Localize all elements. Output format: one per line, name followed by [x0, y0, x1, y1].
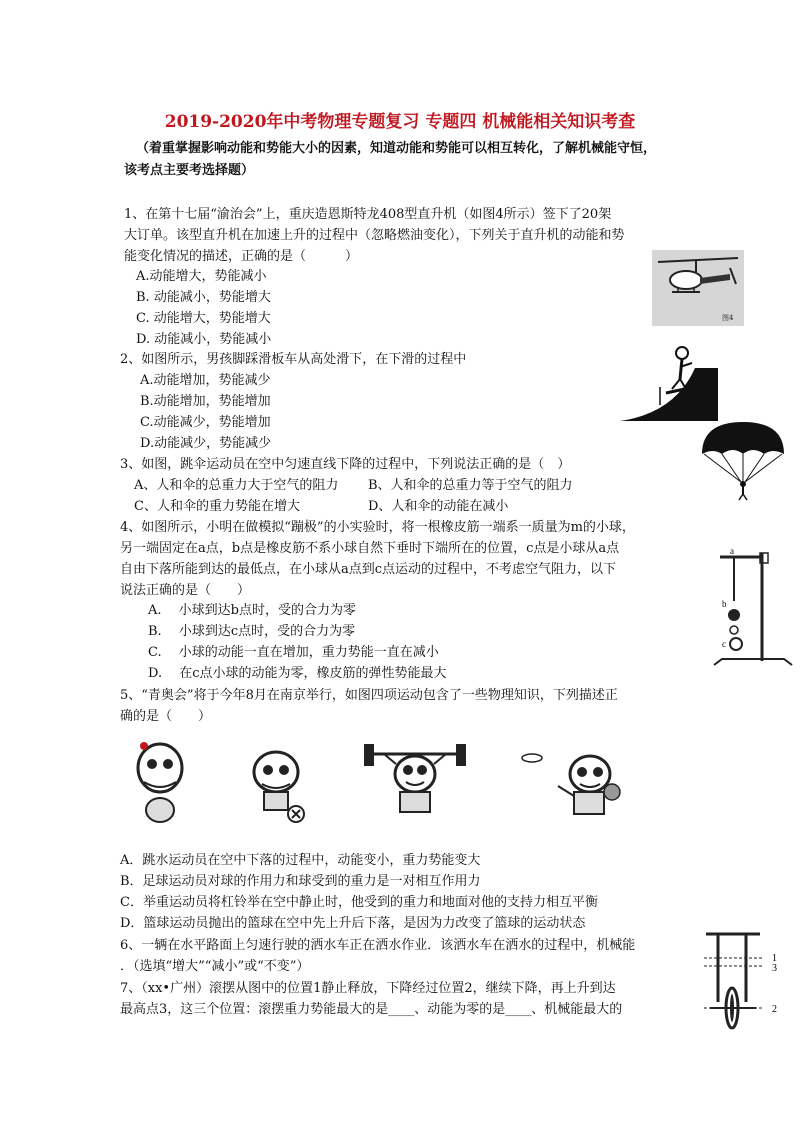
- q4-option-b: B. 小球到达c点时，受的合力为零: [148, 624, 356, 639]
- q4-stem-4: 说法正确的是（ ）: [120, 583, 251, 598]
- mascot-diving-figure: [130, 738, 190, 828]
- q4-option-d: D. 在c点小球的动能为零，橡皮筋的弹性势能最大: [148, 666, 447, 681]
- q3-option-b: B、人和伞的总重力等于空气的阻力: [368, 478, 573, 493]
- q5-option-a: A．跳水运动员在空中下落的过程中，动能变小，重力势能变大: [120, 853, 481, 868]
- bungee-apparatus-figure: [710, 543, 800, 673]
- figure-caption: 图4: [722, 314, 734, 322]
- helicopter-figure: [652, 250, 744, 326]
- q5-option-d: D．篮球运动员抛出的篮球在空中先上升后下落，是因为力改变了篮球的运动状态: [120, 916, 586, 931]
- mascot-basketball-figure: [512, 748, 622, 828]
- label-a: a: [730, 546, 734, 556]
- q4-option-c: C. 小球的动能一直在增加，重力势能一直在减小: [148, 645, 439, 660]
- q1-stem-3: 能变化情况的描述，正确的是（ ）: [124, 249, 359, 264]
- q5-option-b: B．足球运动员对球的作用力和球受到的重力是一对相互作用力: [120, 874, 481, 889]
- q2-option-a: A.动能增加，势能减少: [140, 373, 271, 388]
- parachute-figure: [698, 420, 788, 502]
- maxwell-wheel-figure: [700, 926, 790, 1052]
- q2-option-d: D.动能减少，势能减少: [140, 436, 272, 451]
- q1-option-b: B. 动能减小，势能增大: [136, 290, 271, 305]
- q1-stem-1: 1、在第十七届“渝治会”上，重庆造恩斯特龙408型直升机（如图4所示）签下了20架: [124, 207, 612, 222]
- q6-line-1: 6、一辆在水平路面上匀速行驶的洒水车正在洒水作业．该洒水车在洒水的过程中，机械能: [120, 938, 636, 953]
- skateboard-ramp-figure: [620, 343, 720, 423]
- q4-stem-3: 自由下落所能到达的最低点，在小球从a点到c点运动的过程中，不考虑空气阻力，以下: [120, 562, 617, 577]
- label-b: b: [722, 599, 727, 609]
- q1-option-a: A.动能增大，势能减小: [136, 269, 267, 284]
- intro-line-2: 该考点主要考选择题）: [124, 163, 255, 178]
- q1-stem-2: 大订单。该型直升机在加速上升的过程中（忽略燃油变化），下列关于直升机的动能和势: [124, 228, 625, 243]
- q4-stem-2: 另一端固定在a点，b点是橡皮筋不系小球自然下垂时下端所在的位置，c点是小球从a点: [120, 541, 620, 556]
- label-c: c: [722, 639, 726, 649]
- intro-line-1: （着重掌握影响动能和势能大小的因素，知道动能和势能可以相互转化，了解机械能守恒，: [136, 141, 657, 156]
- q2-option-b: B.动能增加，势能增加: [140, 394, 271, 409]
- position-label-1: 1: [772, 953, 777, 964]
- q3-option-c: C、人和伞的重力势能在增大: [134, 499, 300, 514]
- position-label-2: 2: [772, 1004, 777, 1015]
- q2-option-c: C.动能减少，势能增加: [140, 415, 271, 430]
- q3-stem: 3、如图，跳伞运动员在空中匀速直线下降的过程中，下列说法正确的是（ ）: [120, 457, 571, 472]
- mascot-soccer-figure: [238, 748, 318, 824]
- q5-option-c: C．举重运动员将杠铃举在空中静止时，他受到的重力和地面对他的支持力相互平衡: [120, 895, 598, 910]
- q7-stem-2: 最高点3，这三个位置：滚摆重力势能最大的是____、动能为零的是____、机械能最大的: [120, 1002, 623, 1017]
- q2-stem: 2、如图所示，男孩脚踩滑板车从高处滑下，在下滑的过程中: [120, 352, 467, 367]
- q4-stem-1: 4、如图所示，小明在做模拟“蹦极”的小实验时，将一根橡皮筋一端系一质量为m的小球，: [120, 520, 635, 535]
- mascot-weightlifting-figure: [360, 738, 470, 824]
- page-title: 2019-2020年中考物理专题复习 专题四 机械能相关知识考查: [164, 112, 636, 132]
- q6-line-2: ．（选填“增大”“减小”或“不变”）: [120, 959, 310, 974]
- q1-option-d: D. 动能减小，势能减小: [136, 332, 272, 347]
- q4-option-a: A. 小球到达b点时，受的合力为零: [148, 603, 356, 618]
- position-label-3: 3: [772, 963, 777, 974]
- q1-option-c: C. 动能增大，势能增大: [136, 311, 271, 326]
- q5-stem-2: 确的是（ ）: [120, 709, 212, 724]
- q3-option-a: A、人和伞的总重力大于空气的阻力: [134, 478, 339, 493]
- q7-stem-1: 7、（xx•广州）滚摆从图中的位置1静止释放，下降经过位置2，继续下降，再上升到达: [120, 981, 616, 996]
- q5-stem-1: 5、“青奥会”将于今年8月在南京举行，如图四项运动包含了一些物理知识，下列描述正: [120, 688, 618, 703]
- q3-option-d: D、人和伞的动能在减小: [368, 499, 509, 514]
